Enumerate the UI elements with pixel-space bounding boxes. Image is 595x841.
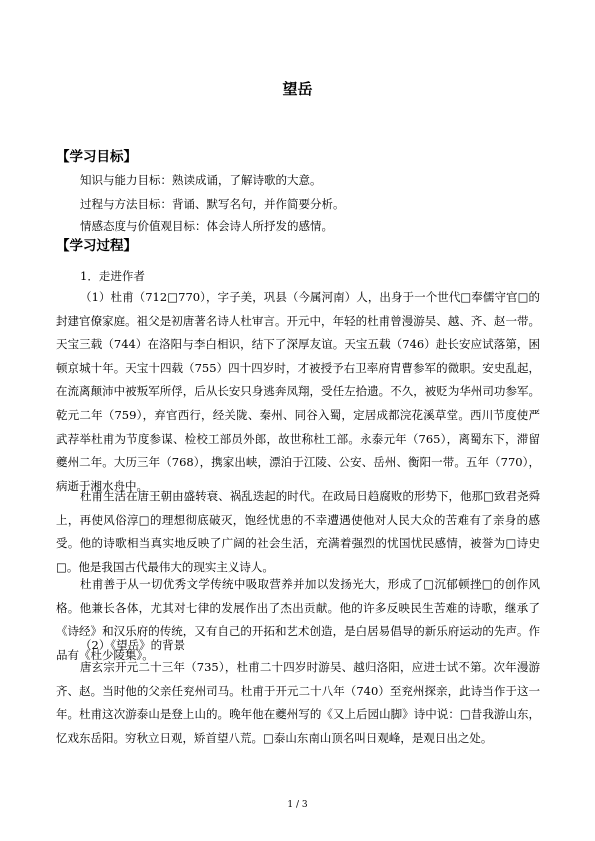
goal-line: 过程与方法目标：背诵、默写名句，并作简要分析。	[80, 197, 345, 211]
subheading-background: （2）《望岳》的背景	[80, 638, 186, 652]
subheading-author: 1．走进作者	[80, 269, 145, 283]
paragraph-biography: （1）杜甫（712□770），字子美，巩县（今属河南）人，出身于一个世代□奉儒守官□的封建官僚家庭。祖父是初唐著名诗人杜审言。开元中，年轻的杜甫曾漫游吴、越、齐、赵一带。天宝三载（744）在洛阳与李白相识，结下了深厚友谊。天宝五载（746）赴长安应试落第，困顿京城十年。天宝十四载（755）四十四岁时，才被授予右卫率府胄曹参军的微职。安史乱起，在流离颠沛中被叛军所俘，后从长安只身逃奔凤翔，受任左拾遗。不久，被贬为华州司功参军。乾元二年（759），弃官西行，经关陇、秦州、同谷入蜀，定居成都浣花溪草堂。西川节度使严武荐举杜甫为节度参谋、检校工部员外郎，故世称杜工部。永泰元年（765），离蜀东下，滞留夔州二年。大历三年（768），携家出峡，漂泊于江陵、公安、岳州、衡阳一带。五年（770），病逝于湘水舟中。	[56, 290, 540, 493]
goal-line: 知识与能力目标：熟读成诵，了解诗歌的大意。	[80, 173, 322, 187]
page-number: 1 / 3	[287, 800, 308, 810]
section-heading-goals: 【学习目标】	[56, 149, 137, 165]
goal-line: 情感态度与价值观目标：体会诗人所抒发的感情。	[80, 219, 333, 233]
paragraph-era: 杜甫生活在唐王朝由盛转衰、祸乱迭起的时代。在政局日趋腐败的形势下，他那□致君尧舜上，再使风俗淳□的理想彻底破灭，饱经忧患的不幸遭遇使他对人民大众的苦难有了亲身的感受。他的诗歌相当真实地反映了广阔的社会生活，充满着强烈的忧国忧民感情，被誉为□诗史□。他是我国古代最伟大的现实主义诗人。	[56, 489, 540, 574]
paragraph-style: 杜甫善于从一切优秀文学传统中吸取营养并加以发扬光大，形成了□沉郁顿挫□的创作风格。他兼长各体，尤其对七律的发展作出了杰出贡献。他的许多反映民生苦难的诗歌，继承了《诗经》和汉乐府的传统，又有自己的开拓和艺术创造，是白居易倡导的新乐府运动的先声。作品有《杜少陵集》。	[56, 577, 540, 662]
section-heading-process: 【学习过程】	[56, 238, 137, 254]
page-title: 望岳	[282, 80, 313, 98]
paragraph-background: 唐玄宗开元二十三年（735），杜甫二十四岁时游吴、越归洛阳，应进士试不第。次年漫游齐、赵。当时他的父亲任兖州司马。杜甫于开元二十八年（740）至兖州探亲，此诗当作于这一年。杜甫这次游泰山是登上山的。晚年他在夔州写的《又上后园山脚》诗中说：□昔我游山东，忆戏东岳阳。穷秋立日观，矫首望八荒。□泰山东南山顶名叫日观峰，是观日出之处。	[56, 660, 540, 745]
